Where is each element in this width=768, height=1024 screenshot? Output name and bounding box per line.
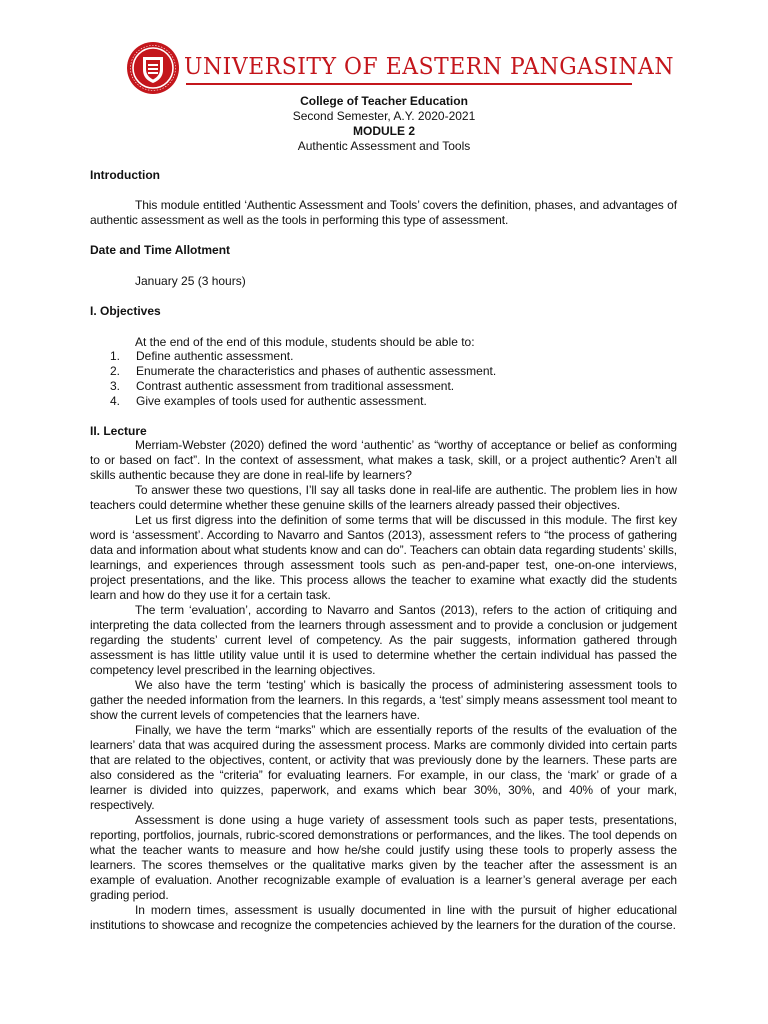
introduction-heading: Introduction	[90, 168, 160, 182]
objectives-intro: At the end of the end of this module, students should be able to:	[135, 335, 475, 349]
college-name: College of Teacher Education	[300, 94, 468, 108]
lecture-paragraph: Let us first digress into the definition of some terms that will be discussed in this module. The first key word is ‘assessment’. According to Navarro and Santos (2013), assessment refers to “the process of gathering data and information about what students know and can do”. Teachers can obtain data regarding students’ skills, learnings, and experiences through assessment tools such as pen-and-paper test, one-on-one interviews, project presentations, and the like. This process allows the teacher to examine what exactly did the students learn and how do they use it for a certain task.	[90, 513, 677, 602]
lecture-paragraph: Assessment is done using a huge variety of assessment tools such as paper tests, presentations, reporting, portfolios, journals, rubric-scored demonstrations or performances, and the likes. The tool depends on what the teacher wants to measure and how he/she could justify using these tools to properly assess the learners. The scores themselves or the qualitative marks given by the teacher after the assessment is an example of evaluation. Another recognizable example of evaluation is a learner’s general average per each grading period.	[90, 813, 677, 902]
module-title: Authentic Assessment and Tools	[297, 139, 471, 153]
objective-text: Contrast authentic assessment from traditional assessment.	[136, 379, 455, 393]
lecture-paragraph: To answer these two questions, I’ll say all tasks done in real-life are authentic. The problem lies in how teachers could determine whether these genuine skills of the learners already passed their objectives.	[90, 483, 677, 512]
list-item: 3. Contrast authentic assessment from traditional assessment.	[110, 379, 455, 393]
semester-line: Second Semester, A.Y. 2020-2021	[292, 109, 476, 123]
lecture-paragraph: We also have the term ‘testing’ which is basically the process of administering assessment tools to gather the needed information from the learners. In this regards, a ‘test’ simply means assessment tool meant to show the current levels of competencies that the learners have.	[90, 678, 677, 722]
introduction-text: This module entitled ‘Authentic Assessment and Tools’ covers the definition, phases, and advantages of authentic assessment as well as the tools in performing this type of assessment.	[90, 198, 677, 227]
list-item: 4. Give examples of tools used for authentic assessment.	[110, 394, 427, 408]
lecture-heading: II. Lecture	[90, 424, 147, 438]
lecture-paragraph: The term ‘evaluation’, according to Navarro and Santos (2013), refers to the action of critiquing and interpreting the data collected from the learners through assessment and to provide a conclusion or judgement regarding the students’ current level of competency. As the pair suggests, information gathered through assessment is has little utility value until it is used to determine whether the certain individual has passed the competency level prescribed in the learning objectives.	[90, 603, 677, 677]
allotment-heading: Date and Time Allotment	[90, 243, 231, 257]
university-seal-logo	[126, 41, 180, 95]
list-item: 2. Enumerate the characteristics and phases of authentic assessment.	[110, 364, 497, 378]
module-number: MODULE 2	[352, 124, 415, 138]
list-item: 1. Define authentic assessment.	[110, 349, 294, 363]
objective-text: Define authentic assessment.	[136, 349, 294, 363]
university-name: UNIVERSITY OF EASTERN PANGASINAN	[184, 52, 675, 80]
allotment-text: January 25 (3 hours)	[135, 274, 246, 288]
lecture-paragraph: Merriam-Webster (2020) defined the word ‘authentic’ as “worthy of acceptance or belief as conforming to or based on fact”. In the context of assessment, what makes a task, skill, or a project authentic? Aren’t all skills authentic because they are done in real-life by learners?	[90, 438, 677, 482]
lecture-paragraph: Finally, we have the term “marks” which are essentially reports of the results of the evaluation of the learners’ data that was acquired during the assessment process. Marks are commonly divided into certain parts that are related to the objectives, content, or activity that was previously done by the learners. These parts are also considered as the “criteria” for evaluating learners. For example, in our class, the ‘mark’ or grade of a learner is divided into quizzes, paperwork, and exams which bear 30%, 30%, and 40% of your mark, respectively.	[90, 723, 677, 812]
introduction-paragraph	[90, 198, 677, 228]
header-divider	[186, 83, 632, 85]
objectives-heading: I. Objectives	[90, 304, 161, 318]
objective-text: Give examples of tools used for authentic assessment.	[136, 394, 427, 408]
lecture-body	[90, 438, 677, 933]
objective-text: Enumerate the characteristics and phases of authentic assessment.	[136, 364, 497, 378]
university-header	[126, 41, 675, 97]
lecture-paragraph: In modern times, assessment is usually documented in line with the pursuit of higher educational institutions to showcase and recognize the competencies achieved by the learners for the duration of the course.	[90, 903, 677, 932]
objectives-list	[110, 349, 496, 409]
